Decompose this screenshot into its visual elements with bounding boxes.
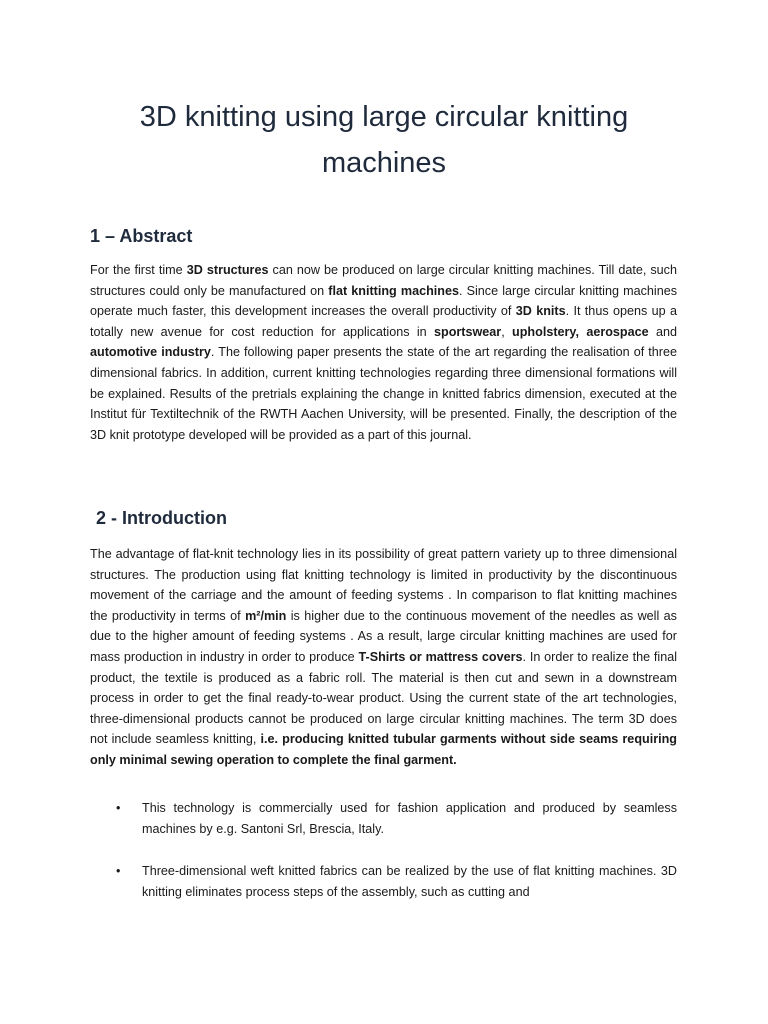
list-item (116, 861, 677, 902)
list-item-text: Three-dimensional weft knitted fabrics can be realized by the use of flat knitting machines. 3D knitting eliminates process steps of the assembly, such as cutting and (142, 864, 677, 899)
bullet-list-2 (116, 861, 677, 902)
list-item-text: This technology is commercially used for fashion application and produced by seamless machines by e.g. Santoni Srl, Brescia, Italy. (142, 801, 677, 836)
abstract-heading: 1 – Abstract (90, 226, 193, 246)
bullet-list-1 (116, 798, 677, 839)
list-item (116, 798, 677, 839)
introduction-heading: 2 - Introduction (96, 508, 227, 528)
bullet-icon: • (116, 801, 121, 815)
abstract-paragraph: For the first time 3D structures can now be produced on large circular knitting machines. Till date, such structures could only be manufactured on flat knitting machines. Since large circular knitting machines operate much faster, this development increases the overall productivity of 3D knits. It thus opens up a totally new avenue for cost reduction for applications in sportswear, upholstery, aerospace and automotive industry. The following paper presents the state of the art regarding the realisation of three dimensional fabrics. In addition, current knitting technologies regarding three dimensional formations will be explained. Results of the pretrials explaining the change in knitted fabrics dimension, executed at the Institut für Textiltechnik of the RWTH Aachen University, will be presented. Finally, the description of the 3D knit prototype developed will be provided as a part of this journal. (90, 263, 677, 442)
bullet-icon: • (116, 864, 121, 878)
document-title (60, 94, 708, 186)
title-line-2: machines (321, 147, 447, 179)
introduction-paragraph: The advantage of flat-knit technology lies in its possibility of great pattern variety up to three dimensional structures. The production using flat knitting technology is limited in productivity by the discontinuous movement of the carriage and the amount of feeding systems . In comparison to flat knitting machines the productivity in terms of m²/min is higher due to the continuous movement of the needles as well as due to the higher amount of feeding systems . As a result, large circular knitting machines are used for mass production in industry in order to produce T-Shirts or mattress covers. In order to realize the final product, the textile is produced as a fabric roll. The material is then cut and sewn in a downstream process in order to get the final ready-to-wear product. Using the current state of the art technologies, three-dimensional products cannot be produced on large circular knitting machines. The term 3D does not include seamless knitting, i.e. producing knitted tubular garments without side seams requiring only minimal sewing operation to complete the final garment. (90, 547, 678, 767)
title-line-1: 3D knitting using large circular knitting (139, 101, 629, 133)
